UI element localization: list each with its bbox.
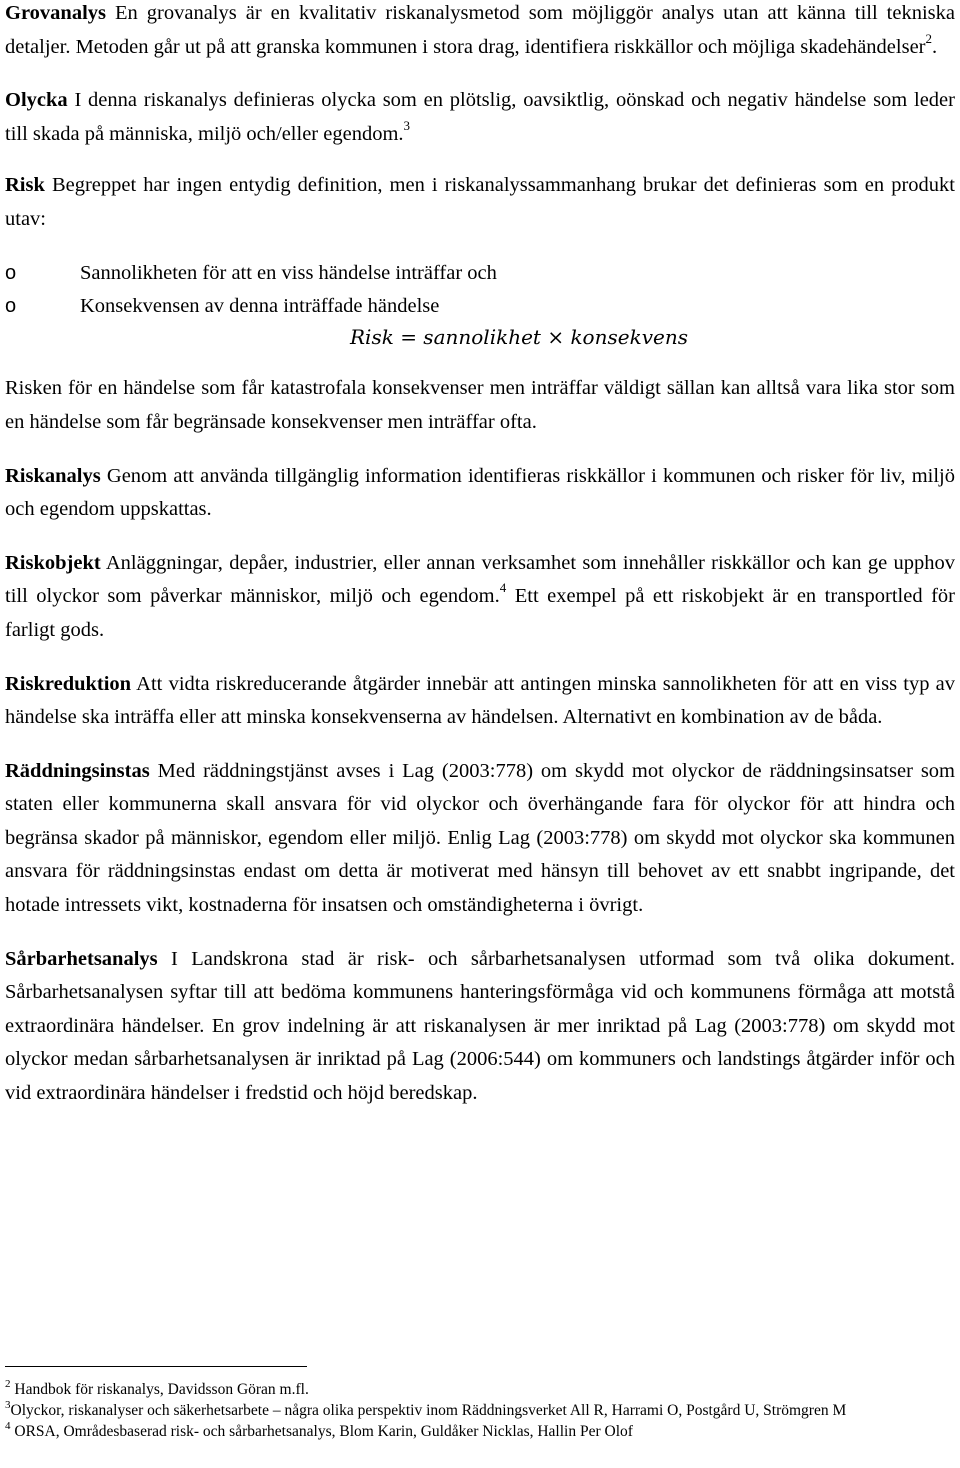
definition-riskanalys — [5, 460, 955, 527]
definition-text: I Landskrona stad är risk- och sårbarhetsanalysen utformad som två olika dokument. Sårbarhetsanalysen syftar till att bedöma kommunens hanteringsförmåga vid och kommunens förmåga att motstå extraordinära händelser. En grov indelning är att riskanalysen är mer inriktad på Lag (2003:778) om skydd mot olyckor medan sårbarhetsanalysen är inriktad på Lag (2006:544) om kommuners och landstings åtgärder inför och vid extraordinära händelser i fredstid och höjd beredskap. — [5, 947, 956, 1105]
term-riskobjekt: Riskobjekt — [5, 551, 101, 574]
definition-riskreduktion — [5, 668, 955, 735]
footnote-ref[interactable]: 3 — [403, 117, 411, 133]
footnotes — [5, 1379, 955, 1442]
definition-sarbarhetsanalys — [5, 943, 955, 1111]
list-item — [5, 290, 955, 324]
term-grovanalys: Grovanalys — [5, 2, 106, 24]
definition-grovanalys: Grovanalys En grovanalys är en kvalitativ riskanalysmetod som möjliggör analys utan att känna till tekniska detaljer. Metoden går ut på att granska kommunen i stora drag, identifiera riskkällor och möjliga skadehändelser$^2$. — [5, 2, 956, 58]
bullet-icon: o — [5, 261, 17, 284]
term-raddningsinstas: Räddningsinstas — [5, 759, 150, 782]
footnote-number: 2 — [5, 1377, 11, 1390]
list-item — [5, 257, 955, 291]
definition-text: Med räddningstjänst avses i Lag (2003:778) om skydd mot olyckor de räddningsinsatser som staten eller kommunerna skall ansvara för vid olyckor och överhängande fara för olyckor för att hindra och begränsa skador på människor, egendom eller miljö. Enlig Lag (2003:778) om skydd mot olyckor ska kommunen ansvara för räddningsinstas endast om detta är motiverat med hänsyn till behovet av ett snabbt ingripande, det hotade intressets vikt, kostnaderna för insatsen och omständigheterna i övrigt. — [5, 759, 955, 917]
definition-olycka — [5, 84, 955, 151]
definition-risk — [5, 169, 955, 236]
footnote-text: ORSA, Områdesbaserad risk- och sårbarhetsanalys, Blom Karin, Guldåker Nicklas, Hallin Per Olof — [14, 1423, 633, 1440]
definition-text: Genom att använda tillgänglig information identifieras riskkällor i kommunen och risker för liv, miljö och egendom uppskattas. — [5, 464, 955, 521]
risk-formula: Risk = sannolikhet × konsekvens — [350, 324, 688, 349]
definition-text: Anläggningar, depåer, industrier, eller annan verksamhet som innehåller riskkällor och kan ge upphov till olyckor som påverkar människor, miljö och egendom. — [5, 551, 955, 608]
risk-followup: Risken för en händelse som får katastrofala konsekvenser men inträffar väldigt sällan kan alltså vara lika stor som en händelse som får begränsade konsekvenser men inträffar ofta. — [5, 377, 955, 433]
definition-text: I denna riskanalys definieras olycka som en plötslig, oavsiktlig, oönskad och negativ händelse som leder till skada på människa, miljö och/eller egendom. — [5, 89, 955, 145]
list-item-text: Konsekvensen av denna inträffade händelse — [80, 295, 440, 318]
footnote-3 — [5, 1400, 955, 1421]
term-riskanalys: Riskanalys — [5, 464, 101, 487]
footnote-ref[interactable]: 2 — [925, 30, 932, 46]
footnote-separator — [5, 1366, 307, 1367]
footnote-number: 4 — [5, 1419, 11, 1432]
risk-factor-list — [5, 257, 955, 324]
term-olycka: Olycka — [5, 89, 68, 112]
term-riskreduktion: Riskreduktion — [5, 672, 132, 695]
document-body — [5, 0, 955, 1111]
term-sarbarhetsanalys: Sårbarhetsanalys — [5, 947, 158, 970]
footnote-4 — [5, 1421, 955, 1442]
footnote-text: Olyckor, riskanalyser och säkerhetsarbete – några olika perspektiv inom Räddningsverket All R, Harrami O, Postgård U, Strömgren M — [10, 1402, 847, 1419]
footnote-text: Handbok för riskanalys, Davidsson Göran m.fl. — [14, 1381, 309, 1398]
list-item-text: Sannolikheten för att en viss händelse inträffar och — [80, 261, 497, 284]
footnote-ref[interactable]: 4 — [499, 580, 507, 596]
term-risk: Risk — [5, 174, 45, 197]
bullet-icon: o — [5, 295, 17, 318]
definition-text: En grovanalys är en kvalitativ riskanalysmetod som möjliggör analys utan att känna till tekniska detaljer. Metoden går ut på att granska kommunen i stora drag, identifiera riskkällor och möjliga skadehändelser — [5, 2, 956, 58]
definition-raddningsinstas — [5, 755, 955, 923]
footnote-2 — [5, 1379, 955, 1400]
definition-text: Att vidta riskreducerande åtgärder innebär att antingen minska sannolikheten för att en viss typ av händelse ska inträffa eller att minska konsekvenserna av händelsen. Alternativt en kombination av de båda. — [5, 672, 956, 729]
definition-riskobjekt: Riskobjekt Anläggningar, depåer, industrier, eller annan verksamhet som innehåller riskkällor och kan ge upphov till olyckor som påverkar människor, miljö och egendom.$^4$ Ett exempel på ett riskobjekt är en transportled för farligt gods. — [5, 551, 955, 641]
definition-text: Begreppet har ingen entydig definition, men i riskanalyssammanhang brukar det definieras som en produkt utav: — [5, 174, 955, 230]
footnote-number: 3 — [5, 1398, 11, 1411]
